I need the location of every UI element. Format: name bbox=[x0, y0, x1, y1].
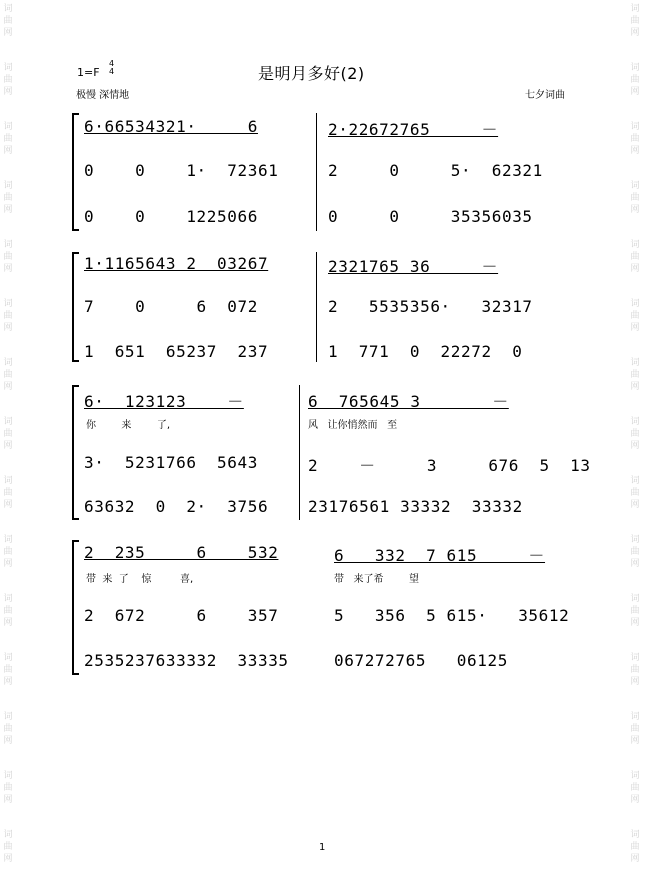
system-bracket bbox=[72, 113, 79, 231]
watermark-char: 曲 bbox=[3, 16, 13, 26]
watermark-char: 词 bbox=[630, 122, 640, 132]
watermark-char: 词 bbox=[3, 830, 13, 840]
watermark-char: 网 bbox=[630, 205, 640, 215]
watermark-left bbox=[2, 0, 16, 891]
tempo-marking: 极慢 深情地 bbox=[76, 90, 130, 101]
watermark-char: 词 bbox=[630, 594, 640, 604]
barline bbox=[316, 252, 317, 362]
lyrics-measure-1: 带 来 了 惊 喜, bbox=[86, 574, 194, 585]
watermark-char: 网 bbox=[630, 28, 640, 38]
watermark-char: 词 bbox=[3, 594, 13, 604]
watermark-char: 网 bbox=[3, 736, 13, 746]
watermark-char: 曲 bbox=[3, 606, 13, 616]
staff-line-1-measure-1: 6·66534321· 6 bbox=[84, 117, 258, 136]
staff-line-3-measure-2: 23176561 33332 33332 bbox=[308, 497, 523, 516]
watermark-char: 词 bbox=[630, 181, 640, 191]
staff-line-2-measure-2: 5 356 5 615· 35612 bbox=[334, 606, 570, 625]
watermark-char: 词 bbox=[3, 771, 13, 781]
staff-line-1-measure-2: 2·22672765 － bbox=[328, 120, 499, 139]
watermark-right bbox=[629, 0, 643, 891]
watermark-char: 曲 bbox=[3, 75, 13, 85]
watermark-char: 词 bbox=[3, 299, 13, 309]
watermark-char: 曲 bbox=[3, 311, 13, 321]
staff-line-2-measure-1: 3· 5231766 5643 bbox=[84, 453, 258, 472]
watermark-char: 网 bbox=[630, 736, 640, 746]
watermark-char: 词 bbox=[630, 299, 640, 309]
staff-line-3-measure-2: 1 771 0 22272 0 bbox=[328, 342, 523, 361]
watermark-char: 网 bbox=[630, 795, 640, 805]
watermark-char: 词 bbox=[3, 4, 13, 14]
watermark-char: 网 bbox=[630, 677, 640, 687]
watermark-char: 网 bbox=[3, 264, 13, 274]
score-system-1 bbox=[72, 113, 572, 231]
watermark-char: 曲 bbox=[3, 193, 13, 203]
watermark-char: 曲 bbox=[3, 842, 13, 852]
watermark-char: 网 bbox=[3, 323, 13, 333]
watermark-char: 曲 bbox=[630, 724, 640, 734]
staff-line-3-measure-1: 63632 0 2· 3756 bbox=[84, 497, 269, 516]
lyrics-measure-2: 风 让你悄然而 至 bbox=[308, 420, 398, 431]
watermark-char: 网 bbox=[3, 146, 13, 156]
watermark-char: 网 bbox=[3, 500, 13, 510]
system-bracket bbox=[72, 385, 79, 520]
time-signature bbox=[109, 60, 114, 76]
watermark-char: 网 bbox=[630, 500, 640, 510]
watermark-char: 曲 bbox=[3, 134, 13, 144]
staff-line-2-measure-2: 2 5535356· 32317 bbox=[328, 297, 533, 316]
page-number: 1 bbox=[319, 842, 326, 853]
staff-line-3-measure-2: 0 0 35356035 bbox=[328, 207, 533, 226]
watermark-char: 曲 bbox=[630, 606, 640, 616]
watermark-char: 词 bbox=[630, 476, 640, 486]
watermark-char: 网 bbox=[630, 87, 640, 97]
watermark-char: 网 bbox=[3, 854, 13, 864]
staff-line-3-measure-1: 0 0 1225066 bbox=[84, 207, 258, 226]
watermark-char: 曲 bbox=[630, 783, 640, 793]
staff-line-2-measure-1: 0 0 1· 72361 bbox=[84, 161, 279, 180]
staff-line-1-measure-1: 1·1165643 2 03267 bbox=[84, 254, 269, 273]
watermark-char: 网 bbox=[3, 795, 13, 805]
watermark-char: 网 bbox=[3, 677, 13, 687]
watermark-char: 词 bbox=[630, 358, 640, 368]
watermark-char: 词 bbox=[630, 830, 640, 840]
staff-line-3-measure-2: 067272765 06125 bbox=[334, 651, 508, 670]
watermark-char: 词 bbox=[3, 181, 13, 191]
watermark-char: 曲 bbox=[3, 547, 13, 557]
staff-line-3-measure-1: 2535237633332 33335 bbox=[84, 651, 289, 670]
staff-line-1-measure-1: 2 235 6 532 bbox=[84, 543, 279, 562]
watermark-char: 词 bbox=[630, 712, 640, 722]
watermark-char: 网 bbox=[630, 854, 640, 864]
watermark-char: 网 bbox=[3, 618, 13, 628]
watermark-char: 词 bbox=[3, 63, 13, 73]
staff-line-2-measure-2: 2 － 3 676 5 13 bbox=[308, 456, 591, 475]
watermark-char: 曲 bbox=[3, 665, 13, 675]
watermark-char: 词 bbox=[3, 535, 13, 545]
watermark-char: 曲 bbox=[3, 252, 13, 262]
time-signature-top: 4 bbox=[109, 59, 115, 68]
watermark-char: 网 bbox=[630, 559, 640, 569]
watermark-char: 网 bbox=[630, 264, 640, 274]
watermark-char: 曲 bbox=[3, 724, 13, 734]
watermark-char: 曲 bbox=[630, 665, 640, 675]
watermark-char: 网 bbox=[630, 382, 640, 392]
time-signature-bottom: 4 bbox=[109, 67, 115, 76]
barline bbox=[316, 113, 317, 231]
watermark-char: 网 bbox=[3, 28, 13, 38]
watermark-char: 曲 bbox=[630, 193, 640, 203]
watermark-char: 曲 bbox=[630, 252, 640, 262]
watermark-char: 词 bbox=[3, 122, 13, 132]
lyrics-measure-2: 带 来了希 望 bbox=[334, 574, 419, 585]
staff-line-2-measure-2: 2 0 5· 62321 bbox=[328, 161, 543, 180]
watermark-char: 词 bbox=[630, 63, 640, 73]
staff-line-1-measure-2: 2321765 36 － bbox=[328, 257, 499, 276]
barline bbox=[299, 385, 300, 520]
composer-credit: 七夕词曲 bbox=[525, 90, 565, 101]
watermark-char: 词 bbox=[3, 653, 13, 663]
watermark-char: 网 bbox=[3, 559, 13, 569]
watermark-char: 曲 bbox=[630, 311, 640, 321]
staff-line-2-measure-1: 2 672 6 357 bbox=[84, 606, 279, 625]
watermark-char: 曲 bbox=[3, 488, 13, 498]
watermark-char: 曲 bbox=[3, 783, 13, 793]
watermark-char: 词 bbox=[3, 712, 13, 722]
watermark-char: 词 bbox=[630, 417, 640, 427]
watermark-char: 网 bbox=[630, 146, 640, 156]
watermark-char: 曲 bbox=[630, 429, 640, 439]
staff-line-2-measure-1: 7 0 6 072 bbox=[84, 297, 258, 316]
watermark-char: 曲 bbox=[630, 370, 640, 380]
watermark-char: 词 bbox=[630, 4, 640, 14]
system-bracket bbox=[72, 252, 79, 362]
score-system-2 bbox=[72, 252, 572, 362]
watermark-char: 网 bbox=[630, 323, 640, 333]
watermark-char: 网 bbox=[3, 441, 13, 451]
watermark-char: 曲 bbox=[3, 370, 13, 380]
system-bracket bbox=[72, 540, 79, 675]
staff-line-3-measure-1: 1 651 65237 237 bbox=[84, 342, 269, 361]
key-signature: 1=F bbox=[77, 66, 100, 79]
watermark-char: 词 bbox=[630, 240, 640, 250]
watermark-char: 曲 bbox=[630, 75, 640, 85]
watermark-char: 曲 bbox=[3, 429, 13, 439]
watermark-char: 词 bbox=[630, 535, 640, 545]
watermark-char: 词 bbox=[3, 358, 13, 368]
watermark-char: 词 bbox=[3, 417, 13, 427]
song-title: 是明月多好(2) bbox=[258, 64, 365, 83]
watermark-char: 词 bbox=[630, 653, 640, 663]
watermark-char: 曲 bbox=[630, 842, 640, 852]
watermark-char: 网 bbox=[3, 382, 13, 392]
watermark-char: 网 bbox=[3, 87, 13, 97]
watermark-char: 词 bbox=[630, 771, 640, 781]
watermark-char: 曲 bbox=[630, 16, 640, 26]
staff-line-1-measure-2: 6 765645 3 － bbox=[308, 392, 509, 411]
watermark-char: 词 bbox=[3, 476, 13, 486]
lyrics-measure-1: 你 来 了, bbox=[86, 420, 171, 431]
watermark-char: 词 bbox=[3, 240, 13, 250]
watermark-char: 网 bbox=[630, 441, 640, 451]
staff-line-1-measure-1: 6· 123123 － bbox=[84, 392, 244, 411]
staff-line-1-measure-2: 6 332 7 615 － bbox=[334, 546, 546, 565]
watermark-char: 曲 bbox=[630, 134, 640, 144]
watermark-char: 网 bbox=[630, 618, 640, 628]
watermark-char: 曲 bbox=[630, 488, 640, 498]
watermark-char: 网 bbox=[3, 205, 13, 215]
score-system-3 bbox=[72, 385, 591, 520]
watermark-char: 曲 bbox=[630, 547, 640, 557]
score-system-4 bbox=[72, 540, 572, 675]
